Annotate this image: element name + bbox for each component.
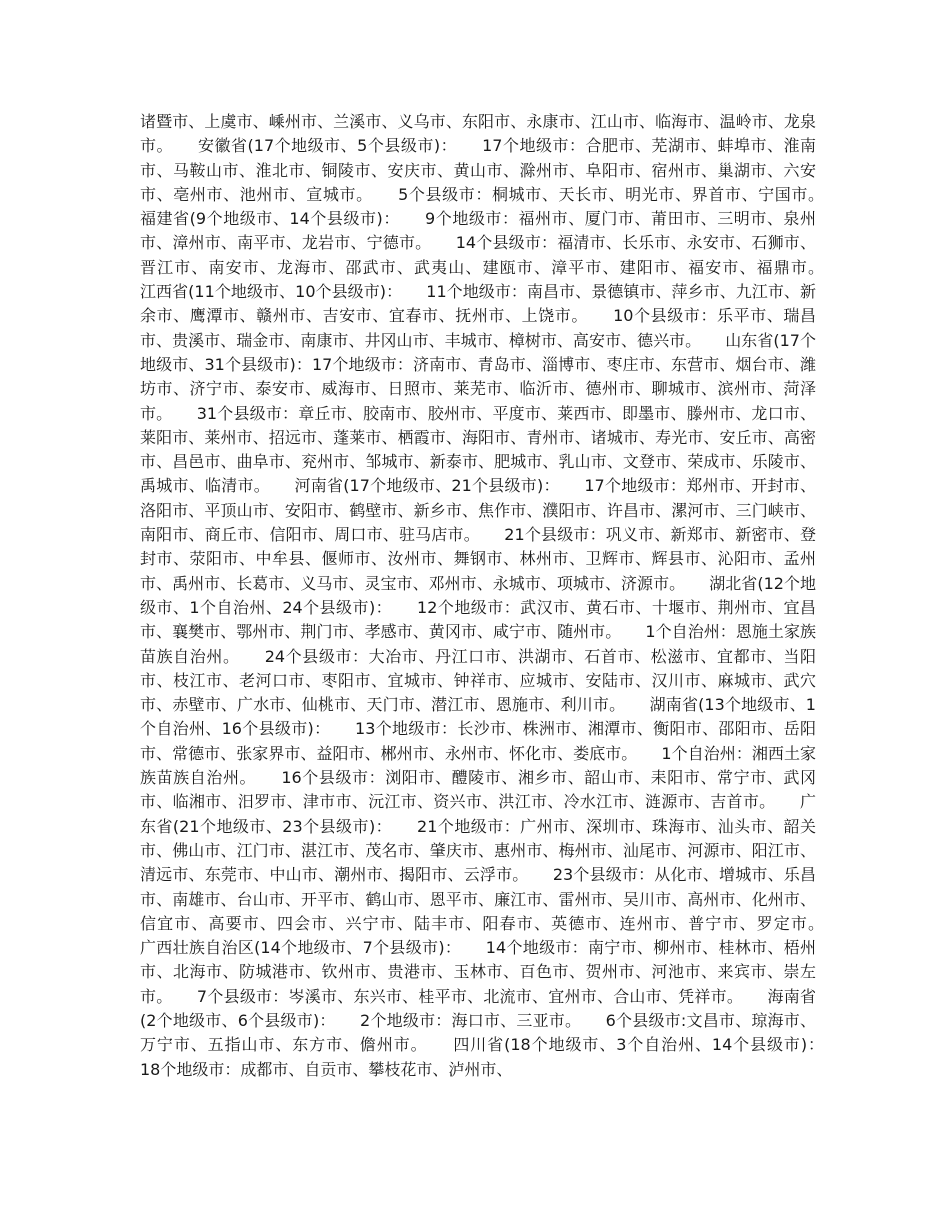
body-paragraph: 诸暨市、上虞市、嵊州市、兰溪市、义乌市、东阳市、永康市、江山市、临海市、温岭市、龙泉市。 安徽省(17个地级市、5个县级市)： 17个地级市：合肥市、芜湖市、蚌埠市、淮南市、马鞍山市、淮北市、铜陵市、安庆市、黄山市、滁州市、阜阳市、宿州市、巢湖市、六安市、亳州市、池州市、宣城市。 5个县级市：桐城市、天长市、明光市、界首市、宁国市。 福建省(9个地级市、14个县级市)： 9个地级市：福州市、厦门市、莆田市、三明市、泉州市、漳州市、南平市、龙岩市、宁德市。 14个县级市：福清市、长乐市、永安市、石狮市、晋江市、南安市、龙海市、邵武市、武夷山、建瓯市、漳平市、建阳市、福安市、福鼎市。 江西省(11个地级市、10个县级市)： 11个地级市：南昌市、景德镇市、萍乡市、九江市、新余市、鹰潭市、赣州市、吉安市、宜春市、抚州市、上饶市。 10个县级市：乐平市、瑞昌市、贵溪市、瑞金市、南康市、井冈山市、丰城市、樟树市、高安市、德兴市。 山东省(17个地级市、31个县级市)：17个地级市：济南市、青岛市、淄博市、枣庄市、东营市、烟台市、潍坊市、济宁市、泰安市、威海市、日照市、莱芜市、临沂市、德州市、聊城市、滨州市、菏泽市。 31个县级市：章丘市、胶南市、胶州市、平度市、莱西市、即墨市、滕州市、龙口市、莱阳市、莱州市、招远市、蓬莱市、栖霞市、海阳市、青州市、诸城市、寿光市、安丘市、高密市、昌邑市、曲阜市、兖州市、邹城市、新泰市、肥城市、乳山市、文登市、荣成市、乐陵市、禹城市、临清市。 河南省(17个地级市、21个县级市)： 17个地级市：郑州市、开封市、洛阳市、平顶山市、安阳市、鹤壁市、新乡市、焦作市、濮阳市、许昌市、漯河市、三门峡市、南阳市、商丘市、信阳市、周口市、驻马店市。 21个县级市：巩义市、新郑市、新密市、登封市、荥阳市、中牟县、偃师市、汝州市、舞钢市、林州市、卫辉市、辉县市、沁阳市、孟州市、禹州市、长葛市、义马市、灵宝市、邓州市、永城市、项城市、济源市。 湖北省(12个地级市、1个自治州、24个县级市)： 12个地级市：武汉市、黄石市、十堰市、荆州市、宜昌市、襄樊市、鄂州市、荆门市、孝感市、黄冈市、咸宁市、随州市。 1个自治州：恩施土家族苗族自治州。 24个县级市：大冶市、丹江口市、洪湖市、石首市、松滋市、宜都市、当阳市、枝江市、老河口市、枣阳市、宜城市、钟祥市、应城市、安陆市、汉川市、麻城市、武穴市、赤壁市、广水市、仙桃市、天门市、潜江市、恩施市、利川市。 湖南省(13个地级市、1个自治州、16个县级市)： 13个地级市：长沙市、株洲市、湘潭市、衡阳市、邵阳市、岳阳市、常德市、张家界市、益阳市、郴州市、永州市、怀化市、娄底市。 1个自治州：湘西土家族苗族自治州。 16个县级市：浏阳市、醴陵市、湘乡市、韶山市、耒阳市、常宁市、武冈市、临湘市、汨罗市、津市市、沅江市、资兴市、洪江市、冷水江市、涟源市、吉首市。 广东省(21个地级市、23个县级市)： 21个地级市：广州市、深圳市、珠海市、汕头市、韶关市、佛山市、江门市、湛江市、茂名市、肇庆市、惠州市、梅州市、汕尾市、河源市、阳江市、清远市、东莞市、中山市、潮州市、揭阳市、云浮市。 23个县级市：从化市、增城市、乐昌市、南雄市、台山市、开平市、鹤山市、恩平市、廉江市、雷州市、吴川市、高州市、化州市、信宜市、高要市、四会市、兴宁市、陆丰市、阳春市、英德市、连州市、普宁市、罗定市。 广西壮族自治区(14个地级市、7个县级市)： 14个地级市：南宁市、柳州市、桂林市、梧州市、北海市、防城港市、钦州市、贵港市、玉林市、百色市、贺州市、河池市、来宾市、崇左市。 7个县级市：岑溪市、东兴市、桂平市、北流市、宜州市、合山市、凭祥市。 海南省(2个地级市、6个县级市)： 2个地级市：海口市、三亚市。 6个县级市:文昌市、琼海市、万宁市、五指山市、东方市、儋州市。 四川省(18个地级市、3个自治州、14个县级市)： 18个地级市：成都市、自贡市、攀枝花市、泸州市、 (140, 112, 849, 1079)
document-body (140, 110, 849, 1082)
